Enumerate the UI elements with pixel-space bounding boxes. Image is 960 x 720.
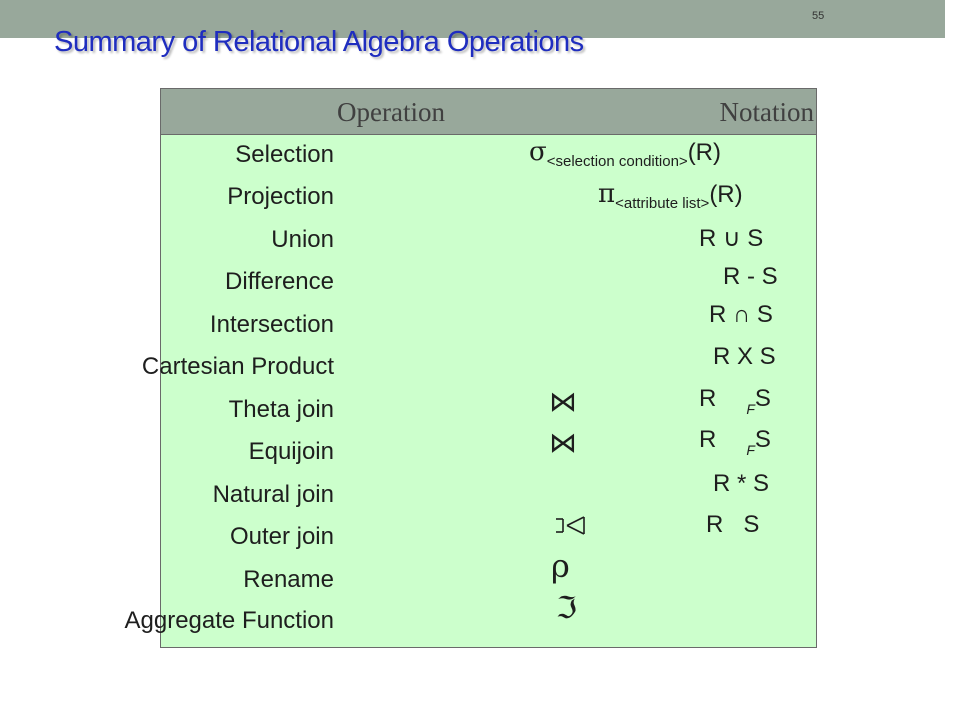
theta-join-icon: ⋈ xyxy=(549,385,577,418)
sigma-icon: σ xyxy=(529,137,547,167)
table-header xyxy=(161,89,816,135)
theta-join-right: S xyxy=(754,385,771,412)
notation-natural-join: R * S xyxy=(713,470,770,497)
theta-join-condition: F xyxy=(746,401,755,417)
selection-condition-subscript: <selection condition> xyxy=(546,153,688,170)
notation-difference: R - S xyxy=(723,263,778,290)
notation-equijoin xyxy=(699,426,771,458)
header-operation: Operation xyxy=(337,97,445,127)
operation-difference: Difference xyxy=(225,268,334,295)
notation-intersection: R ∩ S xyxy=(709,301,773,328)
notation-projection xyxy=(598,179,743,212)
operation-aggregate-function: Aggregate Function xyxy=(124,607,334,634)
selection-argument: (R) xyxy=(687,139,722,166)
page-number: 55 xyxy=(812,10,825,22)
projection-argument: (R) xyxy=(709,181,743,208)
operation-union: Union xyxy=(271,226,334,253)
attribute-list-subscript: <attribute list> xyxy=(615,195,710,212)
notation-union: R ∪ S xyxy=(699,225,764,252)
operation-rename: Rename xyxy=(243,566,334,593)
notation-theta-join xyxy=(699,385,771,417)
equijoin-left: R xyxy=(699,426,717,453)
operation-intersection: Intersection xyxy=(209,311,334,338)
notation-outer-join: R S xyxy=(706,511,760,538)
theta-join-left: R xyxy=(699,385,717,412)
equijoin-condition: F xyxy=(746,442,755,458)
operation-theta-join: Theta join xyxy=(228,396,334,423)
notation-cartesian-product: R X S xyxy=(713,343,776,370)
operation-natural-join: Natural join xyxy=(212,481,334,508)
operation-outer-join: Outer join xyxy=(229,523,334,550)
operation-equijoin: Equijoin xyxy=(248,438,334,465)
outer-join-icon xyxy=(553,514,587,536)
operation-cartesian-product: Cartesian Product xyxy=(141,353,334,380)
operation-selection: Selection xyxy=(235,141,334,168)
equijoin-icon: ⋈ xyxy=(549,426,577,459)
notation-selection xyxy=(529,137,722,170)
operations-table xyxy=(124,88,817,648)
aggregate-function-icon: ℑ xyxy=(556,591,577,626)
operation-projection: Projection xyxy=(227,183,334,210)
equijoin-right: S xyxy=(754,426,771,453)
header-notation: Notation xyxy=(719,97,814,127)
pi-icon: π xyxy=(598,179,616,209)
slide-title: Summary of Relational Algebra Operations xyxy=(54,26,584,58)
rho-icon: ρ xyxy=(551,547,570,585)
